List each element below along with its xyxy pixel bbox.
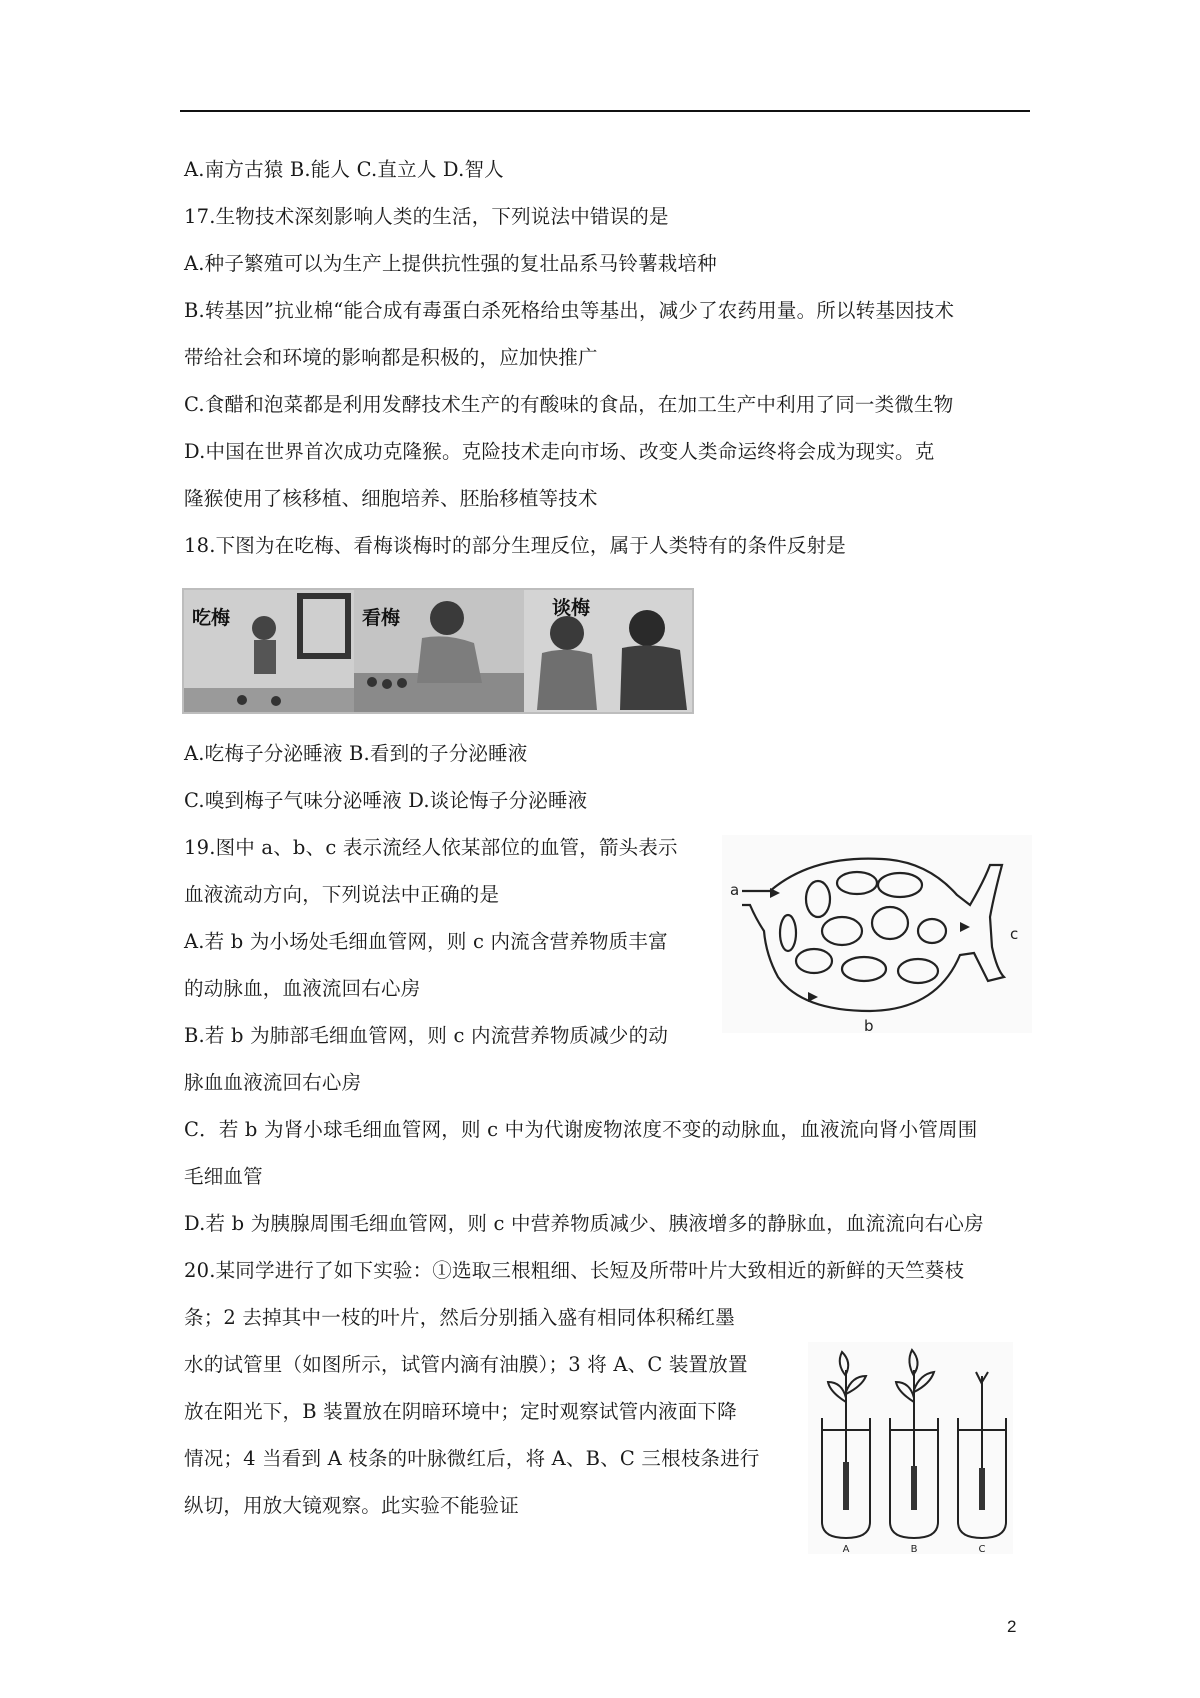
text-line: 20.某同学进行了如下实验：①选取三根粗细、长短及所带叶片大致相近的新鲜的天竺葵枝 — [184, 1259, 965, 1282]
panel-talking-plum — [524, 590, 692, 712]
panel-label: 吃梅 — [192, 607, 231, 629]
text-line: 18.下图为在吃梅、看梅谈梅时的部分生理反位，属于人类特有的条件反射是 — [184, 534, 847, 557]
text-line: 水的试管里（如图所示，试管内滴有油膜）；3 将 A、C 装置放置 — [184, 1353, 748, 1376]
text-line: 19.图中 a、b、c 表示流经人依某部位的血管，箭头表示 — [184, 836, 678, 859]
text-line: 纵切，用放大镜观察。此实验不能验证 — [184, 1494, 519, 1517]
capillary-network-figure — [722, 835, 1032, 1033]
page-number: 2 — [1007, 1617, 1017, 1636]
text-line: D.若 b 为胰腺周围毛细血管网，则 c 中营养物质减少、胰液增多的静脉血，血流流向右心房 — [184, 1212, 984, 1235]
vessel-label-b: b — [864, 1017, 874, 1033]
text-line: 17.生物技术深刻影响人类的生活，下列说法中错误的是 — [184, 205, 669, 228]
text-line: 隆猴使用了核移植、细胞培养、胚胎移植等技术 — [184, 487, 598, 510]
header-rule — [180, 110, 1030, 112]
tube-label-a: A — [842, 1544, 850, 1554]
text-line: D.中国在世界首次成功克隆猴。克险技术走向市场、改变人类命运终将会成为现实。克 — [184, 440, 935, 463]
text-line: A.吃梅子分泌睡液 B.看到的子分泌睡液 — [184, 742, 528, 765]
tube-label-c: C — [978, 1544, 986, 1554]
text-line: A.南方古猿 B.能人 C.直立人 D.智人 — [184, 158, 504, 181]
text-line: 脉血血液流回右心房 — [184, 1071, 362, 1094]
text-line: A.种子繁殖可以为生产上提供抗性强的复壮品系马铃薯栽培种 — [184, 252, 717, 275]
test-tube-figure — [808, 1342, 1013, 1554]
text-line: B.转基因”抗业棉“能合成有毒蛋白杀死格给虫等基出，减少了农药用量。所以转基因技术 — [184, 299, 955, 322]
text-line: 情况；4 当看到 A 枝条的叶脉微红后，将 A、B、C 三根枝条进行 — [184, 1447, 760, 1470]
text-line: 条；2 去掉其中一枝的叶片，然后分别插入盛有相同体积稀红墨 — [184, 1306, 735, 1329]
text-line: 带给社会和环境的影响都是积极的，应加快推广 — [184, 346, 598, 369]
vessel-label-a: a — [730, 881, 740, 899]
tube-label-b: B — [910, 1544, 918, 1554]
text-line: B.若 b 为肺部毛细血管网，则 c 内流营养物质减少的动 — [184, 1024, 669, 1047]
text-line: 的动脉血，血液流回右心房 — [184, 977, 421, 1000]
plum-reflex-figure — [182, 588, 694, 714]
vessel-label-c: c — [1010, 925, 1019, 943]
text-line: 放在阳光下，B 装置放在阴暗环境中；定时观察试管内液面下降 — [184, 1400, 737, 1423]
text-line: 毛细血管 — [184, 1165, 263, 1188]
panel-label: 谈梅 — [552, 597, 591, 619]
panel-label: 看梅 — [362, 607, 401, 629]
text-line: C．若 b 为肾小球毛细血管网，则 c 中为代谢废物浓度不变的动脉血，血液流向肾小管周围 — [184, 1118, 978, 1141]
text-line: C.食醋和泡菜都是利用发酵技术生产的有酸味的食品，在加工生产中利用了同一类微生物 — [184, 393, 954, 416]
text-line: 血液流动方向，下列说法中正确的是 — [184, 883, 500, 906]
text-line: C.嗅到梅子气味分泌唾液 D.谈论悔子分泌睡液 — [184, 789, 588, 812]
text-line: A.若 b 为小场处毛细血管网，则 c 内流含营养物质丰富 — [184, 930, 668, 953]
